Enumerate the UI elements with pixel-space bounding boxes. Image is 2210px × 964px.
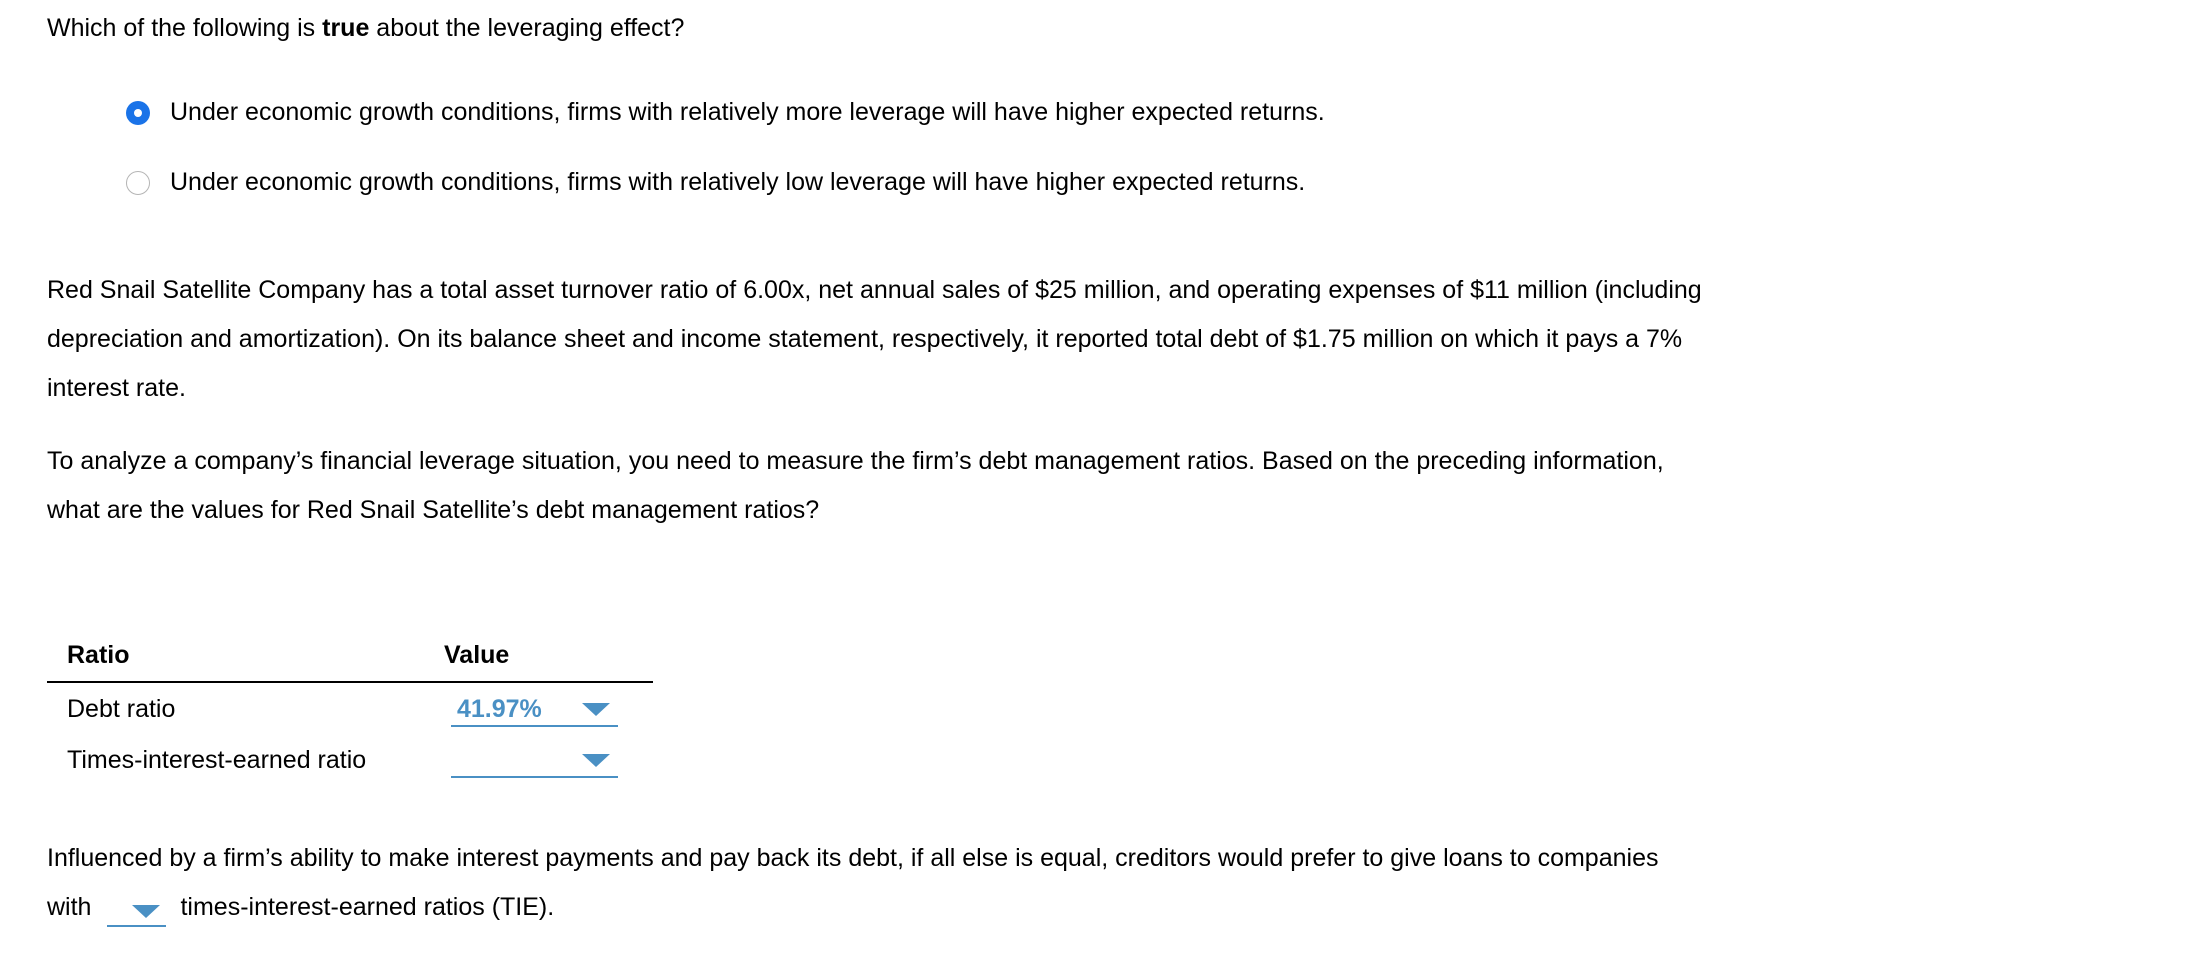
row-label: Times-interest-earned ratio: [67, 746, 367, 774]
debt-ratio-dropdown[interactable]: [451, 689, 618, 727]
paragraph-line: interest rate.: [47, 374, 186, 402]
paragraph-line: Influenced by a firm’s ability to make interest payments and pay back its debt, if all else is equal, creditors would prefer to give loans to companies: [47, 844, 1659, 872]
paragraph-line: Red Snail Satellite Company has a total asset turnover ratio of 6.00x, net annual sales of $25 million, and operating expenses of $11 million (including: [47, 276, 1702, 304]
chevron-down-icon[interactable]: [132, 905, 160, 918]
tie-preference-dropdown[interactable]: [107, 895, 166, 927]
ratio-table: [47, 637, 653, 785]
paragraph-line: what are the values for Red Snail Satellite’s debt management ratios?: [47, 496, 820, 524]
table-header-row: [47, 637, 653, 683]
header-value: Value: [444, 641, 510, 669]
line-text-after: times-interest-earned ratios (TIE).: [180, 893, 555, 921]
option-label: Under economic growth conditions, firms with relatively more leverage will have higher expected returns.: [170, 98, 1325, 126]
question-bold: true: [322, 14, 370, 42]
company-info-paragraph: [47, 266, 1702, 413]
header-ratio: Ratio: [67, 641, 130, 669]
option-label: Under economic growth conditions, firms with relatively low leverage will have higher expected returns.: [170, 168, 1306, 196]
question-suffix: about the leveraging effect?: [369, 14, 685, 42]
chevron-down-icon[interactable]: [582, 703, 610, 716]
option-low-leverage[interactable]: [126, 168, 1305, 197]
table-row-tie-ratio: [47, 734, 653, 785]
line-text-before: with: [47, 893, 92, 921]
instruction-paragraph: [47, 437, 1664, 535]
question-prefix: Which of the following is: [47, 14, 323, 42]
creditor-preference-paragraph: [47, 834, 1658, 932]
radio-unselected-icon[interactable]: [126, 171, 150, 195]
table-row-debt-ratio: [47, 683, 653, 734]
option-more-leverage[interactable]: [126, 98, 1325, 127]
paragraph-line: To analyze a company’s financial leverage situation, you need to measure the firm’s debt management ratios. Based on the preceding information,: [47, 447, 1664, 475]
row-label: Debt ratio: [67, 695, 176, 723]
paragraph-line-2: [47, 883, 1658, 932]
question-text: [47, 14, 684, 43]
paragraph-line: depreciation and amortization). On its balance sheet and income statement, respectively, it reported total debt of $1.75 million on which it pays a 7%: [47, 325, 1683, 353]
dropdown-value: 41.97%: [457, 695, 542, 723]
chevron-down-icon[interactable]: [582, 754, 610, 767]
tie-ratio-dropdown[interactable]: [451, 740, 618, 778]
radio-selected-icon[interactable]: [126, 101, 150, 125]
